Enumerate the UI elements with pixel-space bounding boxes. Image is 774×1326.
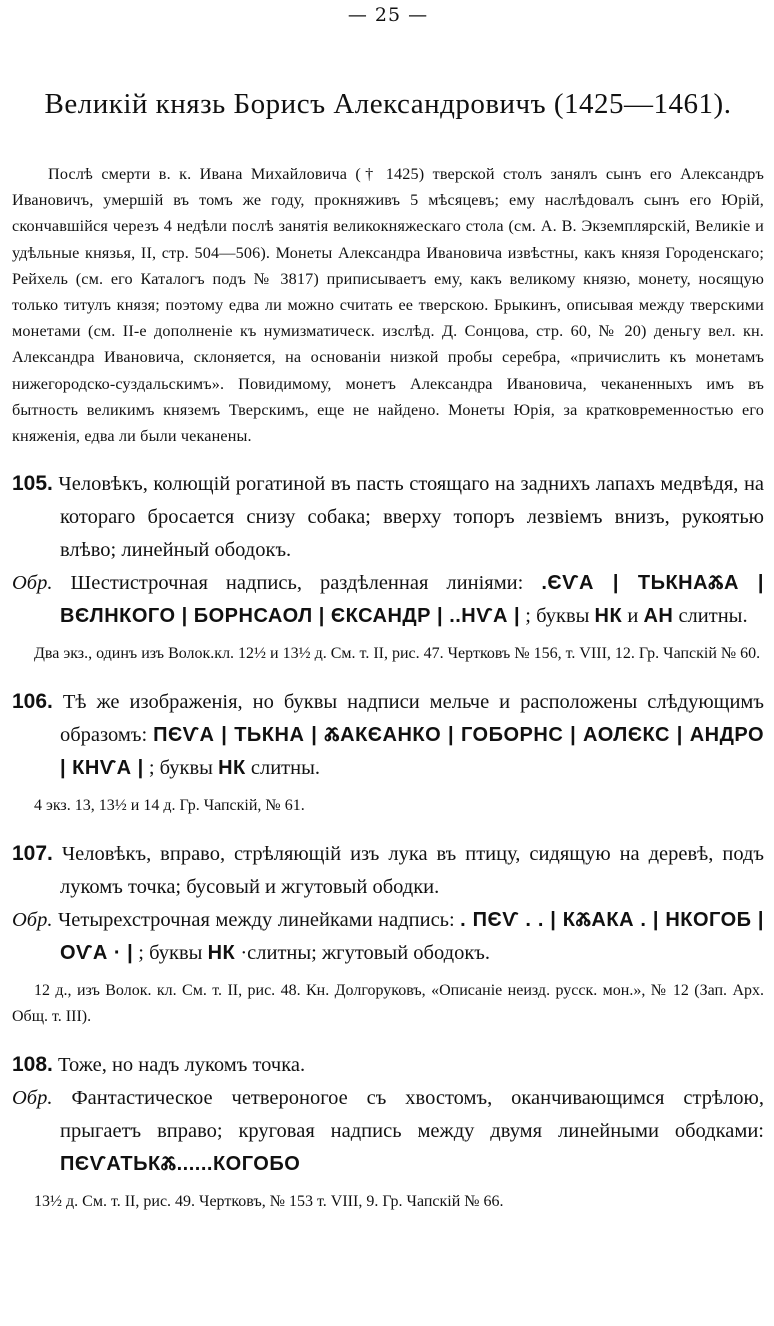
obverse-text: Четырехстрочная между линейками надпись:	[57, 909, 455, 932]
ligature: НК	[218, 757, 246, 780]
catalog-entry-108	[12, 1048, 764, 1215]
entry-text: Человѣкъ, колющій рогатиной въ пасть стоящаго на заднихъ лапахъ медвѣдя, на котораго бросается снизу собака; вверху топоръ лезвіемъ внизъ, рукоятью влѣво; линейный ободокъ.	[58, 473, 765, 562]
coin-legend: ПЄѴА | ТЬКНА | ⰆАКЄАНКО | ГОБОРНС | АОЛЄКС | АНДРО | КНѴА |	[60, 724, 765, 780]
ligature: НК	[207, 942, 236, 965]
catalog-entry-105	[12, 467, 764, 667]
obverse-label: Обр.	[12, 1087, 53, 1110]
catalog-entry-107	[12, 837, 764, 1030]
entry-note: 12 д., изъ Волок. кл. См. т. II, рис. 48. Кн. Долгоруковъ, «Описаніе неизд. русск. мон.», № 12 (Зап. Арх. Общ. т. III).	[12, 982, 764, 1026]
intro-paragraph: Послѣ смерти в. к. Ивана Михайловича († 1425) тверской столъ занялъ сынъ его Александръ Ивановичъ, умершій въ томъ же году, прокняживъ 5 мѣсяцевъ; ему наслѣдовалъ сынъ его Юрій, скончавшійся черезъ 4 недѣли послѣ занятія великокняжескаго стола (см. А. В. Экземплярскій, Великіе и удѣльные князья, II, стр. 504—506). Монеты Александра Ивановича извѣстны, какъ князя Городенскаго; Рейхель (см. его Каталогъ подъ № 3817) приписываетъ ему, какъ великому князю, монету, носящую только титулъ князя; поэтому едва ли можно считать ее тверскою. Брыкинъ, описывая между тверскими монетами (см. II-е дополненіе къ нумизматическ. изслѣд. Д. Сонцова, стр. 60, № 20) деньгу вел. кн. Александра Ивановича, склоняется, на основаніи низкой пробы серебра, «причислить къ монетамъ нижегородско-суздальскимъ». Повидимому, монетъ Александра Ивановича, чеканенныхъ имъ въ бытность великимъ княземъ Тверскимъ, еще не найдено. Монеты Юрія, за кратковременностью его княженія, едва ли были чеканены.	[12, 165, 764, 446]
obverse-text-mid: ; буквы	[525, 605, 590, 628]
obverse-text-end: ·слитны; жгутовый ободокъ.	[240, 942, 491, 965]
entry-text: Человѣкъ, вправо, стрѣляющій изъ лука въ птицу, сидящую на деревѣ, подъ лукомъ точка; бусовый и жгутовый ободки.	[60, 843, 765, 899]
obverse-text-mid: ; буквы	[138, 942, 203, 965]
entry-number: 106.	[12, 690, 53, 714]
ligature-2: АН	[643, 605, 674, 628]
obverse-description	[12, 567, 764, 633]
entry-text-mid: ; буквы	[148, 757, 213, 780]
entry-text: Тоже, но надъ лукомъ точка.	[58, 1054, 306, 1077]
entry-number: 108.	[12, 1053, 53, 1077]
conjunction: и	[627, 605, 639, 628]
obverse-text: Фантастическое четвероногое съ хвостомъ, оканчивающимся стрѣлою, прыгаетъ вправо; круговая надпись между двумя линейными ободками:	[60, 1087, 764, 1143]
entry-note: 13½ д. См. т. II, рис. 49. Чертковъ, № 153 т. VIII, 9. Гр. Чапскій № 66.	[34, 1193, 504, 1211]
obverse-label: Обр.	[12, 909, 53, 932]
ligature-1: НК	[594, 605, 623, 628]
entry-description	[12, 685, 764, 785]
entry-number: 107.	[12, 842, 53, 866]
coin-legend: . ПЄѴ . . | КⰆАКА . | НКОГОБ | ОѴА · |	[60, 909, 765, 965]
obverse-description	[12, 1082, 764, 1181]
book-page	[12, 0, 764, 1215]
coin-legend: .ЄѴА | ТЬКНАⰆА | ВЄЛНКОГО | БОРНСАОЛ | ЄКСАНДР | ..НѴА |	[60, 572, 765, 628]
entry-description	[12, 467, 764, 567]
entry-text-end: слитны.	[250, 757, 321, 780]
section-title: Великій князь Борисъ Александровичъ (1425—1461).	[44, 88, 732, 120]
entry-text: Тѣ же изображенія, но буквы надписи мельче и расположены слѣдующимъ образомъ:	[60, 691, 764, 747]
entry-note: Два экз., одинъ изъ Волок.кл. 12½ и 13½ д. См. т. II, рис. 47. Чертковъ № 156, т. VIII, 12. Гр. Чапскій № 60.	[34, 645, 761, 663]
entry-note: 4 экз. 13, 13½ и 14 д. Гр. Чапскій, № 61.	[34, 797, 305, 815]
obverse-description	[12, 904, 764, 970]
entry-description	[12, 837, 764, 904]
catalog-entry-106	[12, 685, 764, 819]
obverse-label: Обр.	[12, 572, 53, 595]
entry-description	[12, 1048, 764, 1082]
page-number: — 25 —	[347, 4, 429, 26]
entry-number: 105.	[12, 472, 53, 496]
coin-legend: ПЄѴАТЬКⰆ......КОГОБО	[60, 1153, 301, 1176]
obverse-text: Шестистрочная надпись, раздѣленная линіями:	[70, 572, 524, 595]
obverse-text-end: слитны.	[678, 605, 748, 628]
